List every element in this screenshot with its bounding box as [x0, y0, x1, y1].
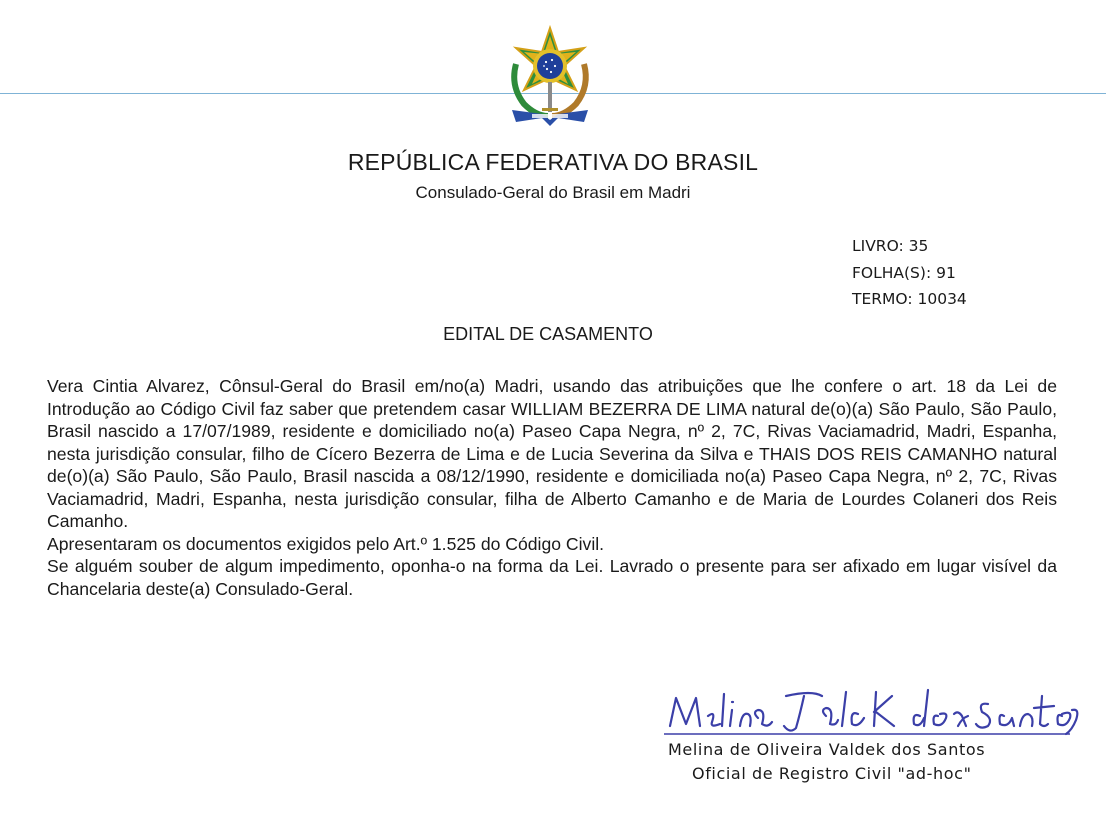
body-paragraph: Se alguém souber de algum impedimento, oponha-o na forma da Lei. Lavrado o presente para ser afixado em lugar visível da Chancelaria deste(a) Consulado-Geral. [47, 556, 1057, 599]
body-paragraph: Apresentaram os documentos exigidos pelo Art.º 1.525 do Código Civil. [47, 533, 605, 554]
handwritten-signature [662, 684, 1082, 744]
registry-termo: TERMO: 10034 [852, 290, 967, 308]
document-title: EDITAL DE CASAMENTO [443, 324, 653, 344]
registry-livro: LIVRO: 35 [852, 237, 929, 255]
document-body [47, 375, 1057, 600]
signatory-role: Oficial de Registro Civil "ad-hoc" [692, 764, 972, 783]
registry-folhas: FOLHA(S): 91 [852, 263, 956, 282]
body-paragraph: Vera Cintia Alvarez, Cônsul-Geral do Brasil em/no(a) Madri, usando das atribuições que lhe confere o art. 18 da Lei de Introdução ao Código Civil faz saber que pretendem casar WILLIAM BEZERRA DE LIMA natural de(o)(a) São Paulo, São Paulo, Brasil nascido a 17/07/1989, residente e domiciliado no(a) Paseo Capa Negra, nº 2, 7C, Rivas Vaciamadrid, Madri, Espanha, nesta jurisdição consular, filho de Cícero Bezerra de Lima e de Lucia Severina da Silva e THAIS DOS REIS CAMANHO natural de(o)(a) São Paulo, São Paulo, Brasil nascida a 08/12/1990, residente e domiciliada no(a) Paseo Capa Negra, nº 2, 7C, Rivas Vaciamadrid, Madri, Espanha, nesta jurisdição consular, filha de Alberto Camanho e de Maria de Lourdes Colaneri dos Reis Camanho. [47, 376, 1057, 531]
registry-references [852, 233, 967, 313]
page-title: REPÚBLICA FEDERATIVA DO BRASIL [347, 149, 759, 175]
brazil-coat-of-arms-icon [502, 24, 598, 128]
page-subtitle: Consulado-Geral do Brasil em Madri [415, 183, 691, 202]
signatory-name: Melina de Oliveira Valdek dos Santos [668, 740, 986, 759]
